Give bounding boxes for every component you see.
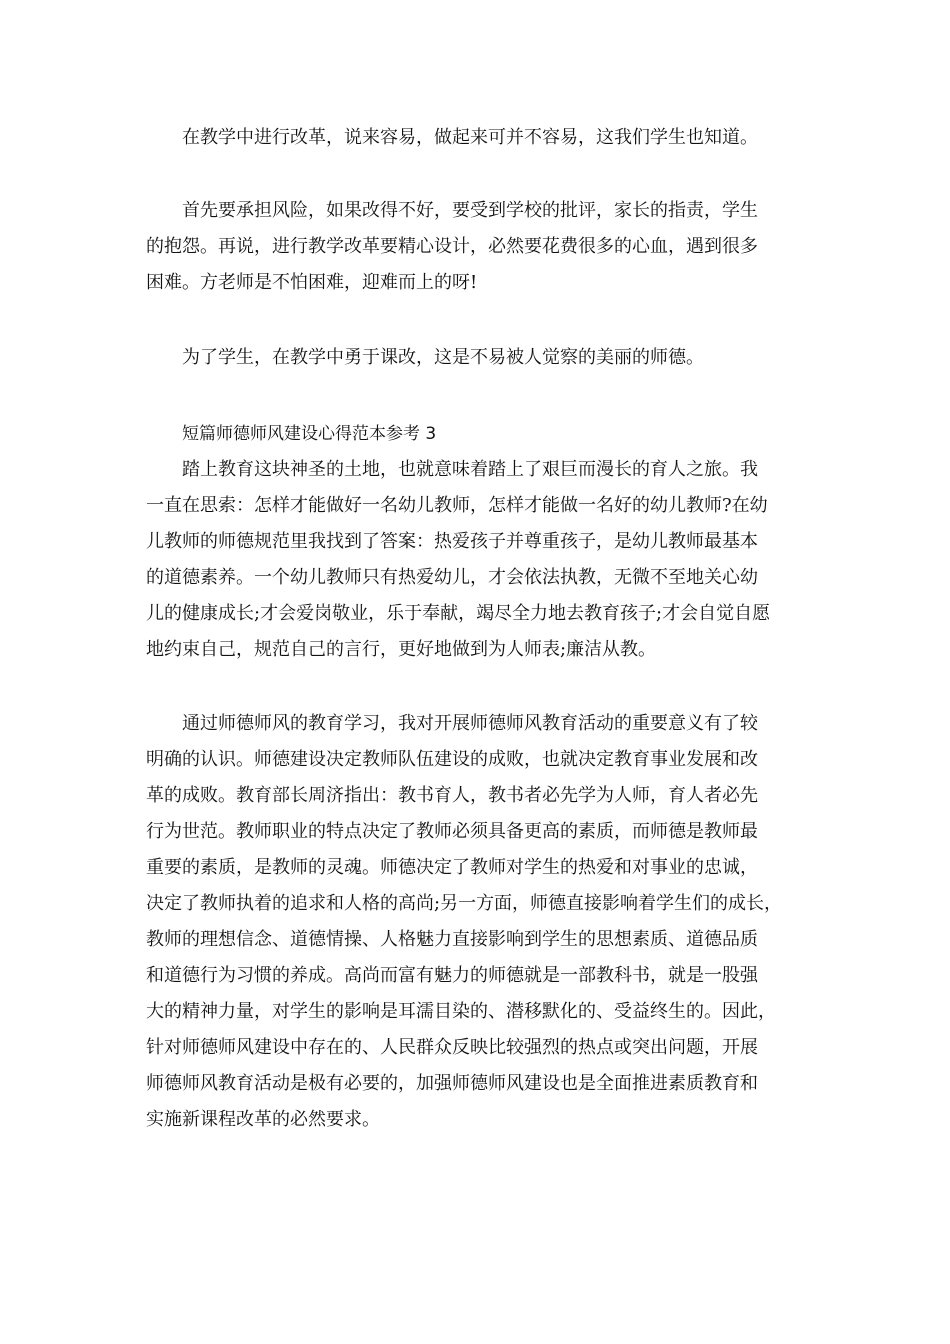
paragraph-line: 儿的健康成长;才会爱岗敬业，乐于奉献，竭尽全力地去教育孩子;才会自觉自愿 <box>146 603 771 624</box>
paragraph-line: 在教学中进行改革，说来容易，做起来可并不容易，这我们学生也知道。 <box>182 127 758 148</box>
paragraph-line: 地约束自己，规范自己的言行，更好地做到为人师表;廉洁从教。 <box>146 639 657 660</box>
paragraph-line: 针对师德师风建设中存在的、人民群众反映比较强烈的热点或突出问题，开展 <box>146 1037 758 1058</box>
paragraph-line: 教师的理想信念、道德情操、人格魅力直接影响到学生的思想素质、道德品质 <box>146 929 758 950</box>
paragraph-line: 为了学生，在教学中勇于课改，这是不易被人觉察的美丽的师德。 <box>182 347 704 368</box>
paragraph-line: 师德师风教育活动是极有必要的，加强师德师风建设也是全面推进素质教育和 <box>146 1073 758 1094</box>
paragraph-line: 大的精神力量，对学生的影响是耳濡目染的、潜移默化的、受益终生的。因此， <box>146 1001 776 1022</box>
paragraph-5 <box>146 706 821 1138</box>
paragraph-line: 行为世范。教师职业的特点决定了教师必须具备更高的素质，而师德是教师最 <box>146 821 758 842</box>
paragraph-line: 一直在思索：怎样才能做好一名幼儿教师，怎样才能做一名好的幼儿教师?在幼 <box>146 495 768 516</box>
paragraph-2 <box>146 193 821 301</box>
paragraph-3 <box>146 340 821 376</box>
paragraph-line: 和道德行为习惯的养成。高尚而富有魅力的师德就是一部教科书，就是一股强 <box>146 965 758 986</box>
paragraph-line: 的道德素养。一个幼儿教师只有热爱幼儿，才会依法执教，无微不至地关心幼 <box>146 567 758 588</box>
section-heading: 短篇师德师风建设心得范本参考 3 <box>182 424 437 444</box>
paragraph-line: 踏上教育这块神圣的土地，也就意味着踏上了艰巨而漫长的育人之旅。我 <box>182 459 758 480</box>
paragraph-line: 重要的素质，是教师的灵魂。师德决定了教师对学生的热爱和对事业的忠诚， <box>146 857 758 878</box>
paragraph-line: 革的成败。教育部长周济指出：教书育人，教书者必先学为人师，育人者必先 <box>146 785 758 806</box>
paragraph-line: 儿教师的师德规范里我找到了答案：热爱孩子并尊重孩子，是幼儿教师最基本 <box>146 531 758 552</box>
paragraph-line: 明确的认识。师德建设决定教师队伍建设的成败，也就决定教育事业发展和改 <box>146 749 758 770</box>
paragraph-line: 实施新课程改革的必然要求。 <box>146 1109 380 1130</box>
paragraph-line: 的抱怨。再说，进行教学改革要精心设计，必然要花费很多的心血，遇到很多 <box>146 236 758 257</box>
paragraph-4 <box>146 452 821 668</box>
paragraph-line: 困难。方老师是不怕困难，迎难而上的呀! <box>146 272 478 293</box>
paragraph-line: 决定了教师执着的追求和人格的高尚;另一方面，师德直接影响着学生们的成长， <box>146 893 783 914</box>
paragraph-line: 通过师德师风的教育学习，我对开展师德师风教育活动的重要意义有了较 <box>182 713 758 734</box>
paragraph-1 <box>146 120 821 156</box>
paragraph-line: 首先要承担风险，如果改得不好，要受到学校的批评，家长的指责，学生 <box>182 200 758 221</box>
